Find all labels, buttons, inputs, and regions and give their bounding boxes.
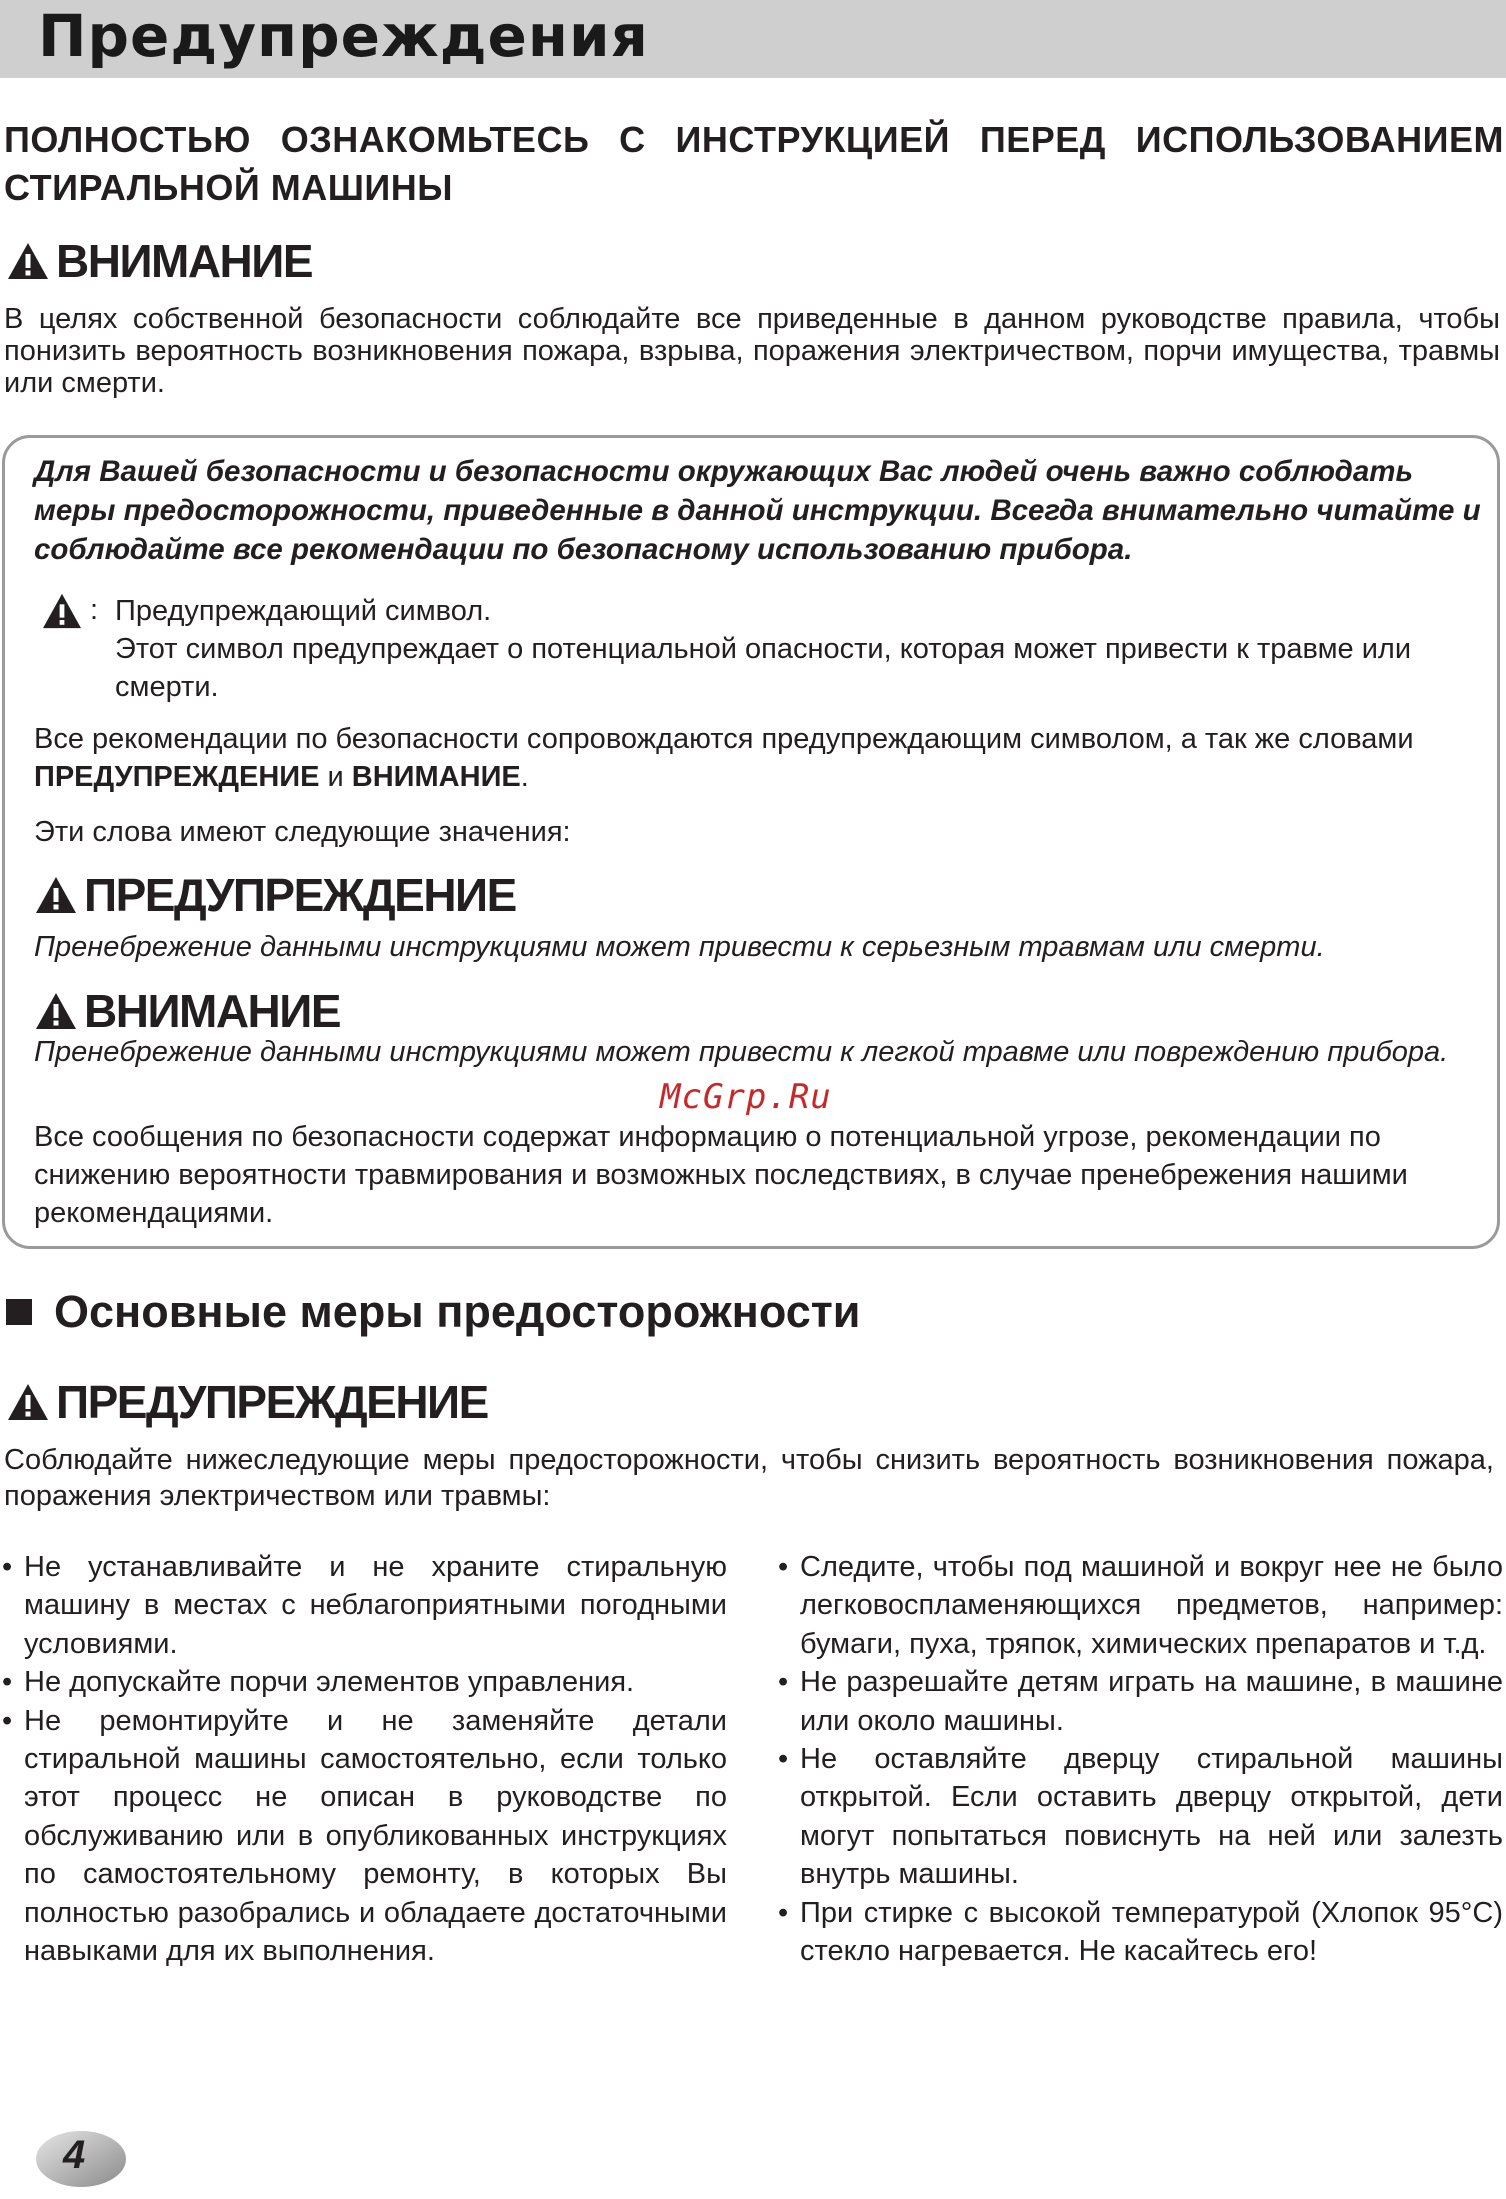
recs-end: . [520, 761, 529, 793]
list-item [778, 1663, 1503, 1740]
list-item-text: Не ремонтируйте и не заменяйте детали стиральной машины самостоятельно, если только этот процесс не описан в руководстве по обслуживанию или в опубликованных инструкциях по самостоятельному ремонту, в которых Вы полностью разобрались и обладаете достаточными навыками для их выполнения. [24, 1704, 727, 1968]
page-number-badge [33, 2127, 128, 2189]
list-item [2, 1702, 727, 1971]
recs-prefix: Все рекомендации по безопасности сопровождаются предупреждающим символом, а так же словами [34, 723, 1414, 755]
box-closing-text: Все сообщения по безопасности содержат информацию о потенциальной угрозе, рекомендации по снижению вероятности травмирования и возможных последствиях, в случае пренебрежения нашими рекомендациями. [34, 1121, 1408, 1229]
symbol-colon: : [90, 594, 99, 626]
meanings-text: Эти слова имеют следующие значения: [34, 816, 571, 848]
attention-label: ВНИМАНИЕ [56, 235, 313, 287]
box-warning-text: Пренебрежение данными инструкциями может привести к серьезным травмам или смерти. [34, 931, 1325, 963]
list-item-text: Следите, чтобы под машиной и вокруг нее не было легковоспламеняющихся предметов, например: бумаги, пуха, тряпок, химических препаратов и т.д. [800, 1551, 1503, 1660]
symbol-title: Предупреждающий символ. [115, 595, 492, 627]
list-item-text: Не оставляйте дверцу стиральной машины открытой. Если оставить дверцу открытой, дети могут попытаться повиснуть на ней или залезть внутрь машины. [800, 1743, 1503, 1891]
box-attention-label: ВНИМАНИЕ [84, 985, 341, 1037]
list-item-text: Не разрешайте детям играть на машине, в машине или около машины. [800, 1666, 1503, 1737]
title-bar [0, 0, 1506, 78]
section-warning-label: ПРЕДУПРЕЖДЕНИЕ [56, 1376, 488, 1428]
list-item [778, 1894, 1503, 1971]
right-column [778, 1548, 1503, 1970]
list-item [778, 1548, 1503, 1663]
attention-text: В целях собственной безопасности соблюдайте все приведенные в данном руководстве правила, чтобы понизить вероятность возникновения пожара, взрыва, поражения электричеством, порчи имущества, травмы или смерти. [4, 303, 1500, 399]
bullet: • [2, 1551, 13, 1583]
bullet: • [2, 1704, 13, 1737]
left-column [2, 1548, 727, 1970]
warning-triangle-icon [6, 1382, 50, 1422]
warning-triangle-icon [6, 241, 50, 281]
box-attention-heading [34, 984, 340, 1038]
recommendations-text [34, 720, 1454, 796]
warning-triangle-icon [34, 875, 78, 915]
list-item-text: При стирке с высокой температурой (Хлопок 95°C) стекло нагревается. Не касайтесь его! [800, 1896, 1503, 1968]
box-attention-text: Пренебрежение данными инструкциями может привести к легкой травме или повреждению прибора. [34, 1036, 1449, 1068]
section-intro: Соблюдайте нижеследующие меры предосторожности, чтобы снизить вероятность возникновения пожара, поражения электричеством или травмы: [4, 1444, 1494, 1512]
list-item-text: Не допускайте порчи элементов управления. [24, 1666, 635, 1699]
recs-word-attention: ВНИМАНИЕ [351, 761, 521, 793]
bullet: • [778, 1896, 789, 1929]
section-title [4, 1286, 860, 1338]
list-item-text: Не устанавливайте и не храните стиральную машину в местах с неблагоприятными погодными условиями. [24, 1551, 727, 1660]
list-item [778, 1740, 1503, 1894]
symbol-row [40, 592, 98, 630]
main-heading: ПОЛНОСТЬЮ ОЗНАКОМЬТЕСЬ С ИНСТРУКЦИЕЙ ПЕРЕД ИСПОЛЬЗОВАНИЕМ СТИРАЛЬНОЙ МАШИНЫ [4, 119, 1504, 208]
section-warning-heading [6, 1375, 488, 1429]
warning-triangle-icon [34, 991, 78, 1031]
black-square-bullet-icon [6, 1299, 32, 1325]
page-title: Предупреждения [38, 2, 649, 70]
safety-intro: Для Вашей безопасности и безопасности окружающих Вас людей очень важно соблюдать меры предосторожности, приведенные в данной инструкции. Всегда внимательно читайте и соблюдайте все рекомендации по безопасному использованию прибора. [34, 455, 1481, 566]
bullet: • [778, 1666, 789, 1699]
recs-word-warning: ПРЕДУПРЕЖДЕНИЕ [34, 761, 320, 793]
list-item [2, 1663, 727, 1701]
box-warning-label: ПРЕДУПРЕЖДЕНИЕ [84, 869, 516, 921]
recs-and: и [319, 761, 352, 793]
attention-heading [6, 234, 312, 288]
bullet: • [2, 1666, 13, 1699]
watermark: McGrp.Ru [660, 1077, 832, 1117]
symbol-desc: Этот символ предупреждает о потенциальной опасности, которая может привести к травме или смерти. [115, 633, 1412, 703]
section-title-text: Основные меры предосторожности [54, 1286, 861, 1337]
page-number: 4 [63, 2133, 86, 2177]
symbol-description [115, 592, 1465, 706]
bullet: • [778, 1743, 789, 1776]
warning-triangle-icon [40, 592, 84, 630]
box-warning-heading [34, 868, 516, 922]
bullet: • [778, 1551, 789, 1583]
list-item [2, 1548, 727, 1663]
